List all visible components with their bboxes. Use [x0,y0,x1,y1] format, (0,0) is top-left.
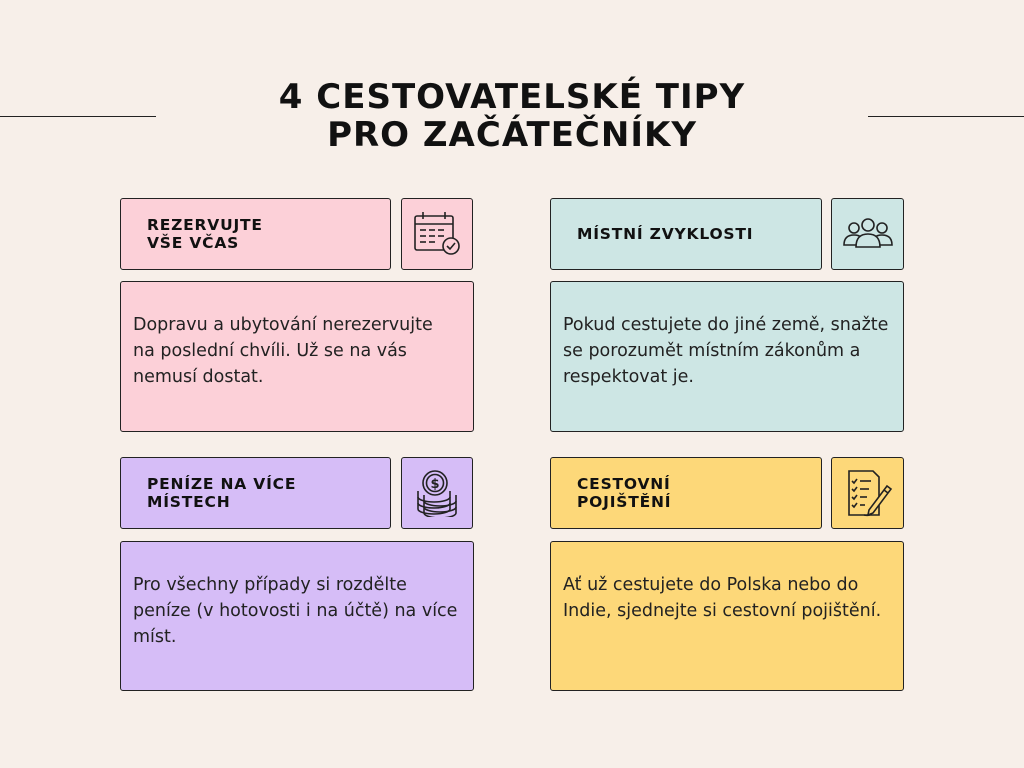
tip-4-heading-line-1: CESTOVNÍ [577,475,671,493]
tip-4-body: Ať už cestujete do Polska nebo do Indie, sjednejte si cestovní pojištění. [550,541,904,691]
tip-2-heading [550,198,822,270]
tip-1-body: Dopravu a ubytování nerezervujte na poslední chvíli. Už se na vás nemusí dostat. [120,281,474,432]
tip-1-heading-line-1: REZERVUJTE [147,216,263,234]
people-group-icon [841,216,895,252]
tip-3-heading-line-2: MÍSTECH [147,493,231,511]
tip-3-heading [120,457,391,529]
tip-4-icon-box [831,457,904,529]
svg-text:$: $ [430,477,440,492]
coin-stack-icon [414,469,460,517]
tip-3-icon-box [401,457,473,529]
tip-1-heading-line-2: VŠE VČAS [147,234,240,252]
document-checklist-pen-icon [843,468,893,518]
tip-2-body: Pokud cestujete do jiné země, snažte se porozumět místním zákonům a respektovat je. [550,281,904,432]
tip-4-heading [550,457,822,529]
tip-3-body: Pro všechny případy si rozdělte peníze (v hotovosti i na účtě) na více míst. [120,541,474,691]
tip-1-icon-box [401,198,473,270]
tip-4-heading-line-2: POJIŠTĚNÍ [577,493,672,511]
page-title [0,78,1024,154]
calendar-check-icon [412,210,462,258]
tip-3-heading-line-1: PENÍZE NA VÍCE [147,475,297,493]
title-line-1: 4 CESTOVATELSKÉ TIPY [278,77,746,117]
title-line-2: PRO ZAČÁTEČNÍKY [327,115,697,155]
tip-1-heading [120,198,391,270]
tip-2-heading-line-1: MÍSTNÍ ZVYKLOSTI [577,225,754,243]
tip-2-icon-box [831,198,904,270]
